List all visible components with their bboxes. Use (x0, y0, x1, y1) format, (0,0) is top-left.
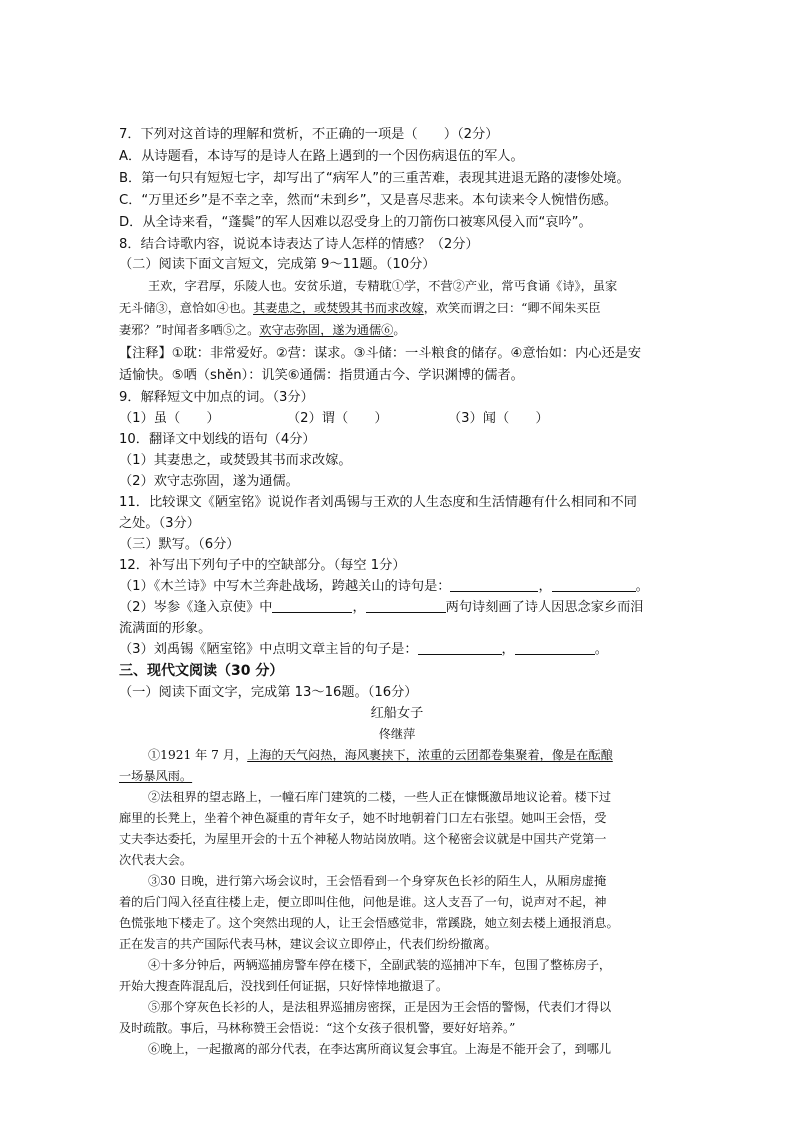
q11-line-1: 11．比较课文《陋室铭》说说作者刘禹锡与王欢的人生态度和生活情趣有什么相同和不同 (119, 495, 637, 510)
q8-stem: 8．结合诗歌内容，说说本诗表达了诗人怎样的情感？（2分） (119, 237, 479, 252)
q7-option-d: D．从全诗来看，“蓬鬓”的军人因难以忍受身上的刀箭伤口被寒风侵入而“哀吟”。 (119, 215, 592, 230)
paragraph-2-line-4: 次代表大会。 (119, 853, 193, 867)
q7-stem: 7．下列对这首诗的理解和赏析，不正确的一项是（ ）（2分） (119, 127, 499, 142)
q9-item-2: （2）谓（ ） (287, 411, 388, 426)
paragraph-3-line-4: 正在发言的共产国际代表马林，建议会议立即停止，代表们纷纷撤离。 (119, 937, 497, 951)
q7-option-a: A．从诗题看，本诗写的是诗人在路上遇到的一个因伤病退伍的军人。 (119, 149, 524, 164)
paragraph-3-line-1: ③30 日晚，进行第六场会议时，王会悟看到一个身穿灰色长衫的陌生人，从厢房虚掩 (148, 874, 607, 888)
paragraph-2-line-2: 廊里的长凳上，坐着个神色凝重的青年女子，她不时地朝着门口左右张望。她叫王会悟，受 (119, 811, 607, 825)
q9-item-1: （1）虽（ ） (119, 411, 220, 426)
q10-item-1: （1）其妻患之，或焚毁其书而求改嫁。 (119, 453, 352, 468)
paragraph-2-line-1: ②法租界的望志路上，一幢石库门建筑的二楼，一些人正在慷慨激昂地议论着。楼下过 (148, 790, 612, 804)
classical-line-1: 王欢，字君厚，乐陵人也。安贫乐道，专精耽①学，不营②产业，常丐食诵《诗》，虽家 (148, 279, 618, 293)
q9-stem: 9．解释短文中加点的词。（3分） (119, 390, 314, 405)
paragraph-3-line-3: 色慌张地下楼走了。这个突然出现的人，让王会悟感觉非，常蹊跷，她立刻去楼上通报消息。 (119, 916, 619, 930)
paragraph-6-line-1: ⑥晚上，一起撤离的部分代表，在李达寓所商议复会事宜。上海是不能开会了，到哪儿 (148, 1042, 612, 1056)
article-author: 佟继萍 (378, 727, 416, 741)
paragraph-1-line-1: ①1921 年 7 月，上海的天气闷热，海风裹挟下，浓重的云团都卷集聚着，像是在酝酿 (148, 748, 613, 762)
answer-blank[interactable] (515, 641, 595, 655)
underlined-sentence-2: 欢守志弥固，遂为通儒⑥ (259, 323, 394, 337)
part3-subtitle: （一）阅读下面文字，完成第 13～16题。（16分） (119, 685, 418, 700)
q9-item-3: （3）闻（ ） (448, 411, 549, 426)
q12-item-3: （3）刘禹锡《陋室铭》中点明文章主旨的句子是： ， 。 (119, 642, 608, 657)
section2-intro: （二）阅读下面文言短文，完成第 9～11题。（10分） (119, 257, 436, 272)
answer-blank[interactable] (418, 641, 502, 655)
answer-blank[interactable] (552, 578, 636, 592)
underlined-description: 上海的天气闷热，海风裹挟下，浓重的云团都卷集聚着，像是在酝酿 (247, 748, 613, 762)
notes-line-1: 【注释】①耽：非常爱好。②营：谋求。③斗储：一斗粮食的储存。④意怡如：内心还是安 (119, 346, 642, 361)
q10-item-2: （2）欢守志弥固，遂为通儒。 (119, 474, 299, 489)
q7-option-c: C．“万里还乡”是不幸之幸，然而“未到乡”，又是喜尽悲来。本句读来令人惋惜伤感。 (119, 193, 618, 208)
part3-title: 三、现代文阅读（30 分） (119, 663, 284, 679)
q12-item-1: （1）《木兰诗》中写木兰奔赴战场，跨越关山的诗句是： ， 。 (119, 579, 649, 594)
paragraph-5-line-2: 及时疏散。事后，马林称赞王会悟说：“这个女孩子很机警，要好好培养。” (119, 1021, 516, 1035)
classical-line-3: 妻邪？”时闻者多哂⑤之。欢守志弥固，遂为通儒⑥。 (119, 323, 406, 337)
q12-stem: 12．补写出下列句子中的空缺部分。（每空 1分） (119, 558, 406, 573)
answer-blank[interactable] (366, 599, 446, 613)
paragraph-1-line-2: 一场暴风雨。 (119, 769, 193, 783)
q12-item-2: （2）岑参《逢入京使》中 ， 两句诗刻画了诗人因思念家乡而泪 (119, 600, 644, 615)
paragraph-5-line-1: ⑤那个穿灰色长衫的人，是法租界巡捕房密探，正是因为王会悟的警惕，代表们才得以 (148, 1000, 612, 1014)
q7-option-b: B．第一句只有短短七字，却写出了“病军人”的三重苦难，表现其进退无路的凄惨处境。 (119, 171, 630, 186)
answer-blank[interactable] (450, 578, 538, 592)
notes-line-2: 适愉快。⑤哂（shěn）：讥笑⑥通儒：指贯通古今、学识渊博的儒者。 (119, 368, 524, 383)
underlined-sentence-1: 其妻患之，或焚毁其书而求改嫁 (253, 301, 424, 315)
answer-blank[interactable] (272, 599, 352, 613)
paragraph-4-line-1: ④十多分钟后，两辆巡捕房警车停在楼下，全副武装的巡捕冲下车，包围了整栋房子， (148, 958, 612, 972)
q11-line-2: 之处。（3分） (119, 516, 200, 531)
classical-line-2: 无斗储③，意恰如④也。其妻患之，或焚毁其书而求改嫁，欢笑而谓之曰：“卿不闻朱买臣 (119, 301, 601, 315)
paragraph-3-line-2: 着的后门闯入径直往楼上走，便立即叫住他，问他是谁。这人支吾了一句，说声对不起，神 (119, 895, 607, 909)
article-title: 红船女子 (370, 706, 424, 721)
paragraph-4-line-2: 开始大搜查阵混乱后，没找到任何证据，只好悻悻地撤退了。 (119, 979, 449, 993)
q10-stem: 10．翻译文中划线的语句（4分） (119, 432, 316, 447)
paragraph-2-line-3: 丈夫李达委托，为屋里开会的十五个神秘人物站岗放哨。这个秘密会议就是中国共产党第一 (119, 832, 607, 846)
section3-intro: （三）默写。（6分） (119, 537, 240, 552)
q12-item-2-cont: 流满面的形象。 (119, 621, 212, 636)
